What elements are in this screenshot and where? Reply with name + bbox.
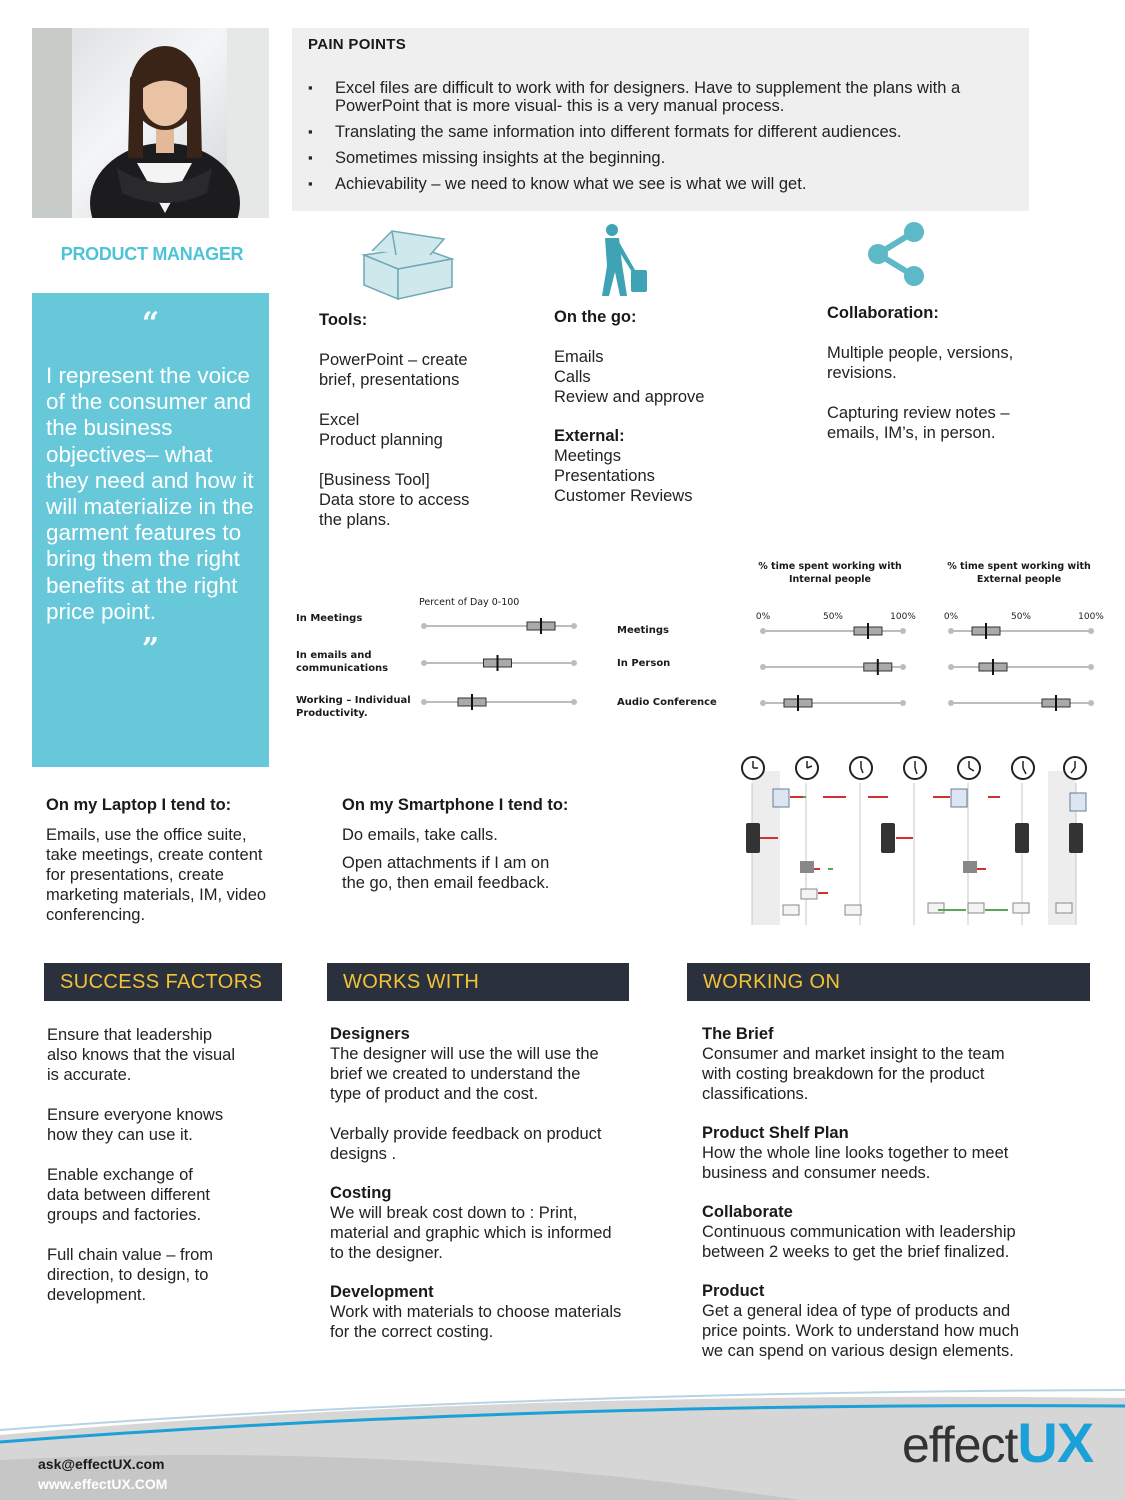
day-slider-svg [416,612,581,722]
people-charts [617,559,1117,719]
smartphone-section [342,796,612,893]
text-line: Emails, use the office suite, [46,826,247,844]
text-line: development. [47,1286,147,1304]
text-line: the go, then email feedback. [342,874,550,892]
tick-label: 100% [890,612,916,622]
external-chart-title [944,560,1094,586]
row-label: In Person [617,658,671,669]
works-with-heading: Development [330,1283,434,1301]
text-line: the plans. [319,511,391,529]
logo-text-accent: UX [1017,1411,1094,1474]
text-line: price points. Work to understand how much [702,1322,1020,1340]
working-on-list [702,1025,1102,1361]
success-item [47,1025,287,1085]
text-line: Internal people [789,574,871,585]
text-line: How the whole line looks together to meet [702,1144,1009,1162]
text-line: Calls [554,368,591,386]
track-end [571,660,577,666]
list-item: ▪ Achievability – we need to know what we see is what we will get. [308,175,1013,193]
on-the-go-heading: On the go: [554,308,637,326]
track-end [1088,664,1094,670]
text-line: Verbally provide feedback on product [330,1125,602,1143]
text-line: conferencing. [46,906,146,924]
text-line: % time spent working with [758,561,902,572]
text-line: classifications. [702,1085,809,1103]
laptop-text [46,825,316,925]
person-illustration [32,28,269,218]
text-line: revisions. [827,364,897,382]
text-line: to the designer. [330,1244,443,1262]
tick-label: 100% [1078,612,1104,622]
text-line: Excel [319,411,360,429]
working-on-text [702,1044,1102,1104]
laptop-heading: On my Laptop I tend to: [46,796,232,814]
toolbox-icon [358,225,458,300]
works-with-list [330,1025,670,1342]
external-heading: External: [554,427,625,445]
track-end [900,664,906,670]
row-label [296,649,388,675]
track-end [760,700,766,706]
success-item [47,1105,287,1145]
pain-points-title: PAIN POINTS [308,36,407,53]
text-line: Data store to access [319,491,470,509]
tools-column [319,311,519,530]
working-on-heading: The Brief [702,1025,774,1043]
track-end [760,628,766,634]
text-line: we can spend on various design elements. [702,1342,1014,1360]
persona-role: PRODUCT MANAGER [60,244,244,264]
track-end [948,664,954,670]
works-with-text [330,1203,670,1263]
text-line: PowerPoint – create [319,351,468,369]
works-with-text [330,1044,670,1104]
working-on-text [702,1143,1102,1183]
text-line: brief we created to understand the [330,1065,581,1083]
text-line: type of product and the cost. [330,1085,539,1103]
list-item: ▪ Excel files are difficult to work with for designers. Have to supplement the plans with a PowerPoint that is more visual- this is a very manual process. [308,79,1013,115]
tick-label: 50% [822,612,844,622]
laptop-section [46,796,316,925]
success-factors-header: SUCCESS FACTORS [44,963,282,1001]
success-factors-list [47,1025,287,1305]
text-line: Meetings [554,447,621,465]
footer-email[interactable]: ask@effectUX.com [38,1456,165,1472]
collaboration-group [827,403,1067,443]
text-line: Working – Individual [296,695,411,706]
row-label: Audio Conference [617,697,717,708]
text-line: Consumer and market insight to the team [702,1045,1005,1063]
smartphone-line: Do emails, take calls. [342,826,498,844]
track-end [948,628,954,634]
text-line: The designer will use the will use the [330,1045,599,1063]
effectux-logo [902,1410,1093,1475]
track-end [900,700,906,706]
on-the-go-list [554,347,794,407]
text-line: % time spent working with [947,561,1091,572]
tools-heading: Tools: [319,311,368,329]
text-line: Open attachments if I am on [342,854,550,872]
text-line: Productivity. [296,708,368,719]
track-end [421,623,427,629]
text-line: communications [296,663,389,674]
works-with-heading: Designers [330,1025,410,1043]
text-line: [Business Tool] [319,471,430,489]
text-line: Full chain value – from [47,1246,213,1264]
works-with-text [330,1124,670,1164]
text-line: Presentations [554,467,655,485]
smartphone-heading: On my Smartphone I tend to: [342,796,569,814]
text-line: In emails and [296,650,372,661]
text-line: how they can use it. [47,1126,193,1144]
track-end [421,699,427,705]
footer-website[interactable]: www.effectUX.COM [38,1476,168,1492]
row-label: Meetings [617,625,669,636]
text-line: Capturing review notes – [827,404,1010,422]
success-item [47,1165,287,1225]
share-icon [862,220,930,288]
quote-text: I represent the voice of the consumer and the business objectives– what they need and how it will materialize in the garment features to bring them the right benefits at the right price point. [46,363,254,624]
smartphone-text [342,853,612,893]
persona-quote [32,293,269,767]
external-slider-svg [941,609,1111,719]
text-line: material and graphic which is informed [330,1224,612,1242]
works-with-text [330,1302,670,1342]
working-on-heading: Collaborate [702,1203,793,1221]
laptop-doc-icon [773,789,1086,811]
track-end [1088,628,1094,634]
text-line: data between different [47,1186,210,1204]
works-with-header: WORKS WITH [327,963,629,1001]
internal-chart-title [755,560,905,586]
text-line: We will break cost down to : Print, [330,1204,578,1222]
text-line: direction, to design, to [47,1266,209,1284]
text-line: External people [976,574,1062,585]
tick-label: 0% [943,612,959,622]
list-item: ▪ Translating the same information into different formats for different audiences. [308,123,1013,141]
track-end [571,623,577,629]
internal-slider-svg [751,609,921,719]
text-line: Continuous communication with leadership [702,1223,1016,1241]
pain-points-list [308,79,1013,193]
text-line: marketing materials, IM, video [46,886,267,904]
text-line: for the correct costing. [330,1323,494,1341]
briefcase-icon [800,861,977,873]
close-quote-mark: ” [141,632,160,668]
working-on-heading: Product [702,1282,765,1300]
row-label: In Meetings [296,613,363,624]
text-line: also knows that the visual [47,1046,236,1064]
external-list [554,446,794,506]
text-line: business and consumer needs. [702,1164,931,1182]
text-line: Enable exchange of [47,1166,193,1184]
text-line: Customer Reviews [554,487,693,505]
on-the-go-column [554,308,794,506]
text-line: Multiple people, versions, [827,344,1014,362]
walking-person-icon [595,222,655,300]
chart-title: Percent of Day 0-100 [419,597,520,608]
text-line: designs . [330,1145,397,1163]
text-line: Ensure everyone knows [47,1106,224,1124]
text-line: take meetings, create content [46,846,263,864]
logo-text: effect [902,1417,1018,1473]
pain-points-panel [292,28,1029,211]
collaboration-column [827,304,1067,443]
working-on-text [702,1222,1102,1262]
track-end [760,664,766,670]
text-line: brief, presentations [319,371,460,389]
percent-of-day-chart [296,594,596,734]
text-line: Review and approve [554,388,705,406]
persona-photo [32,28,269,218]
track-end [900,628,906,634]
text-line: Product planning [319,431,443,449]
daily-timeline-illustration [738,753,1093,925]
tools-group [319,470,519,530]
collaboration-group [827,343,1067,383]
working-on-header: WORKING ON [687,963,1090,1001]
text-line: between 2 weeks to get the brief finalized. [702,1243,1010,1261]
text-line: Work with materials to choose materials [330,1303,622,1321]
tools-group [319,410,519,450]
track-end [948,700,954,706]
track-end [571,699,577,705]
working-on-heading: Product Shelf Plan [702,1124,849,1142]
track-end [1088,700,1094,706]
text-line: Get a general idea of type of products and [702,1302,1011,1320]
working-on-text [702,1301,1102,1361]
text-line: is accurate. [47,1066,132,1084]
text-line: for presentations, create [46,866,224,884]
text-line: emails, IM’s, in person. [827,424,996,442]
tick-label: 0% [755,612,771,622]
row-label [296,694,411,720]
tools-group [319,350,519,390]
text-line: Ensure that leadership [47,1026,213,1044]
tick-label: 50% [1010,612,1032,622]
works-with-heading: Costing [330,1184,392,1202]
open-quote-mark: “ [141,306,160,341]
text-line: Emails [554,348,604,366]
collaboration-heading: Collaboration: [827,304,939,322]
list-item: ▪ Sometimes missing insights at the beginning. [308,149,1013,167]
text-line: groups and factories. [47,1206,202,1224]
track-end [421,660,427,666]
success-item [47,1245,287,1305]
text-line: with costing breakdown for the product [702,1065,985,1083]
